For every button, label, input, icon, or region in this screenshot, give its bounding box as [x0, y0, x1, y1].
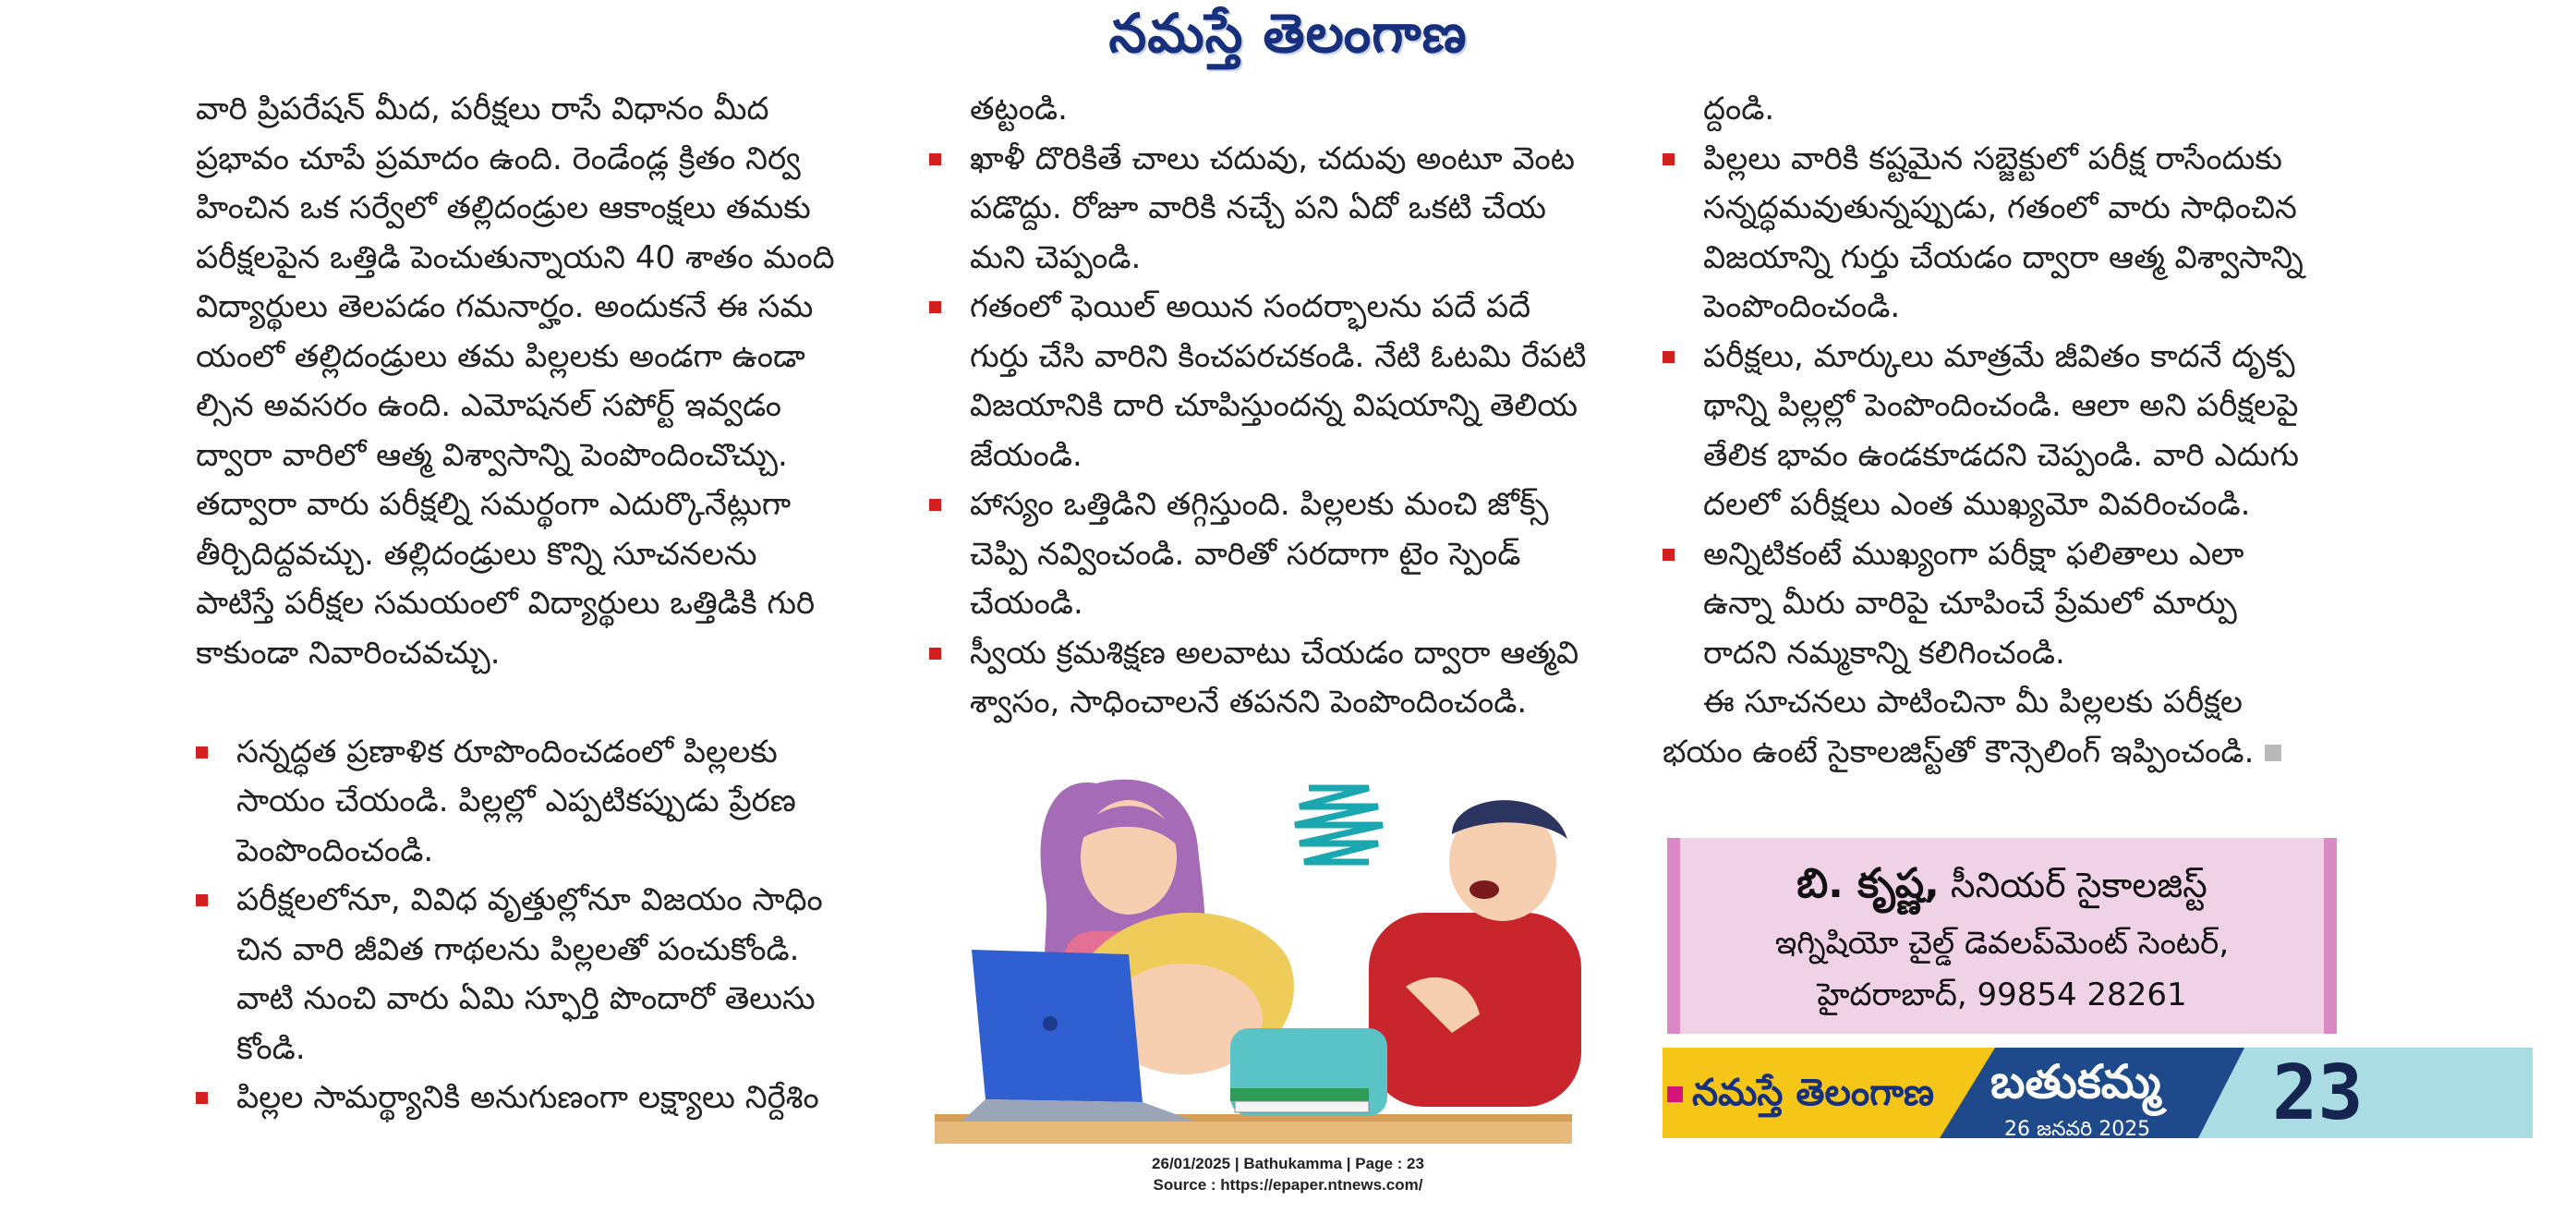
author-name: బి. కృష్ణ, — [1796, 860, 1940, 907]
pink-square-icon — [1667, 1086, 1683, 1102]
text-line: అన్నిటికంటే ముఖ్యంగా పరీక్షా ఫలితాలు ఎలా — [1703, 535, 2244, 573]
text-line: గతంలో ఫెయిల్ అయిన సందర్భాలను పదే పదే — [970, 288, 1531, 325]
text-line: హించిన ఒక సర్వేలో తల్లిదండ్రుల ఆకాంక్షలు తమకు — [196, 189, 811, 226]
text-line: ద్దండి. — [1703, 91, 1775, 127]
text-line: వారి ప్రిపరేషన్ మీద, పరీక్షలు రాసే విధానం మీద — [196, 91, 769, 127]
tips-list — [1663, 135, 2304, 679]
text-line: ఖాళీ దొరికితే చాలు చదువు, చదువు అంటూ వెంట — [970, 139, 1576, 177]
closing-paragraph — [1663, 678, 2304, 777]
bullet-icon — [929, 153, 941, 165]
tip-item — [196, 728, 835, 877]
intro-paragraph — [196, 85, 835, 678]
end-mark-icon — [2265, 745, 2281, 761]
text-line: సన్నద్ధత ప్రణాళిక రూపొందించడంలో పిల్లలకు — [236, 733, 778, 770]
text-line: పరీక్షలపైన ఒత్తిడి పెంచుతున్నాయని 40 శాతం మంది — [196, 238, 835, 276]
article-column-1 — [196, 85, 835, 1123]
text-line: పరీక్షలలోనూ, వివిధ వృత్తుల్లోనూ విజయం సాధిం — [236, 881, 823, 918]
text-line: యంలో తల్లిదండ్రులు తమ పిల్లలకు అండగా ఉండా — [196, 337, 805, 375]
text-line: జేయండి. — [970, 436, 1082, 474]
page-banner — [1663, 1048, 2533, 1138]
tip-item — [196, 1074, 835, 1123]
text-line: మని చెప్పండి. — [970, 238, 1142, 276]
text-line: కాకుండా నివారించవచ్చు. — [196, 634, 501, 672]
text-line: తట్టండి. — [970, 91, 1068, 127]
text-line: చెప్పి నవ్వించండి. వారితో సరదాగా టైం స్పెండ్ — [970, 535, 1521, 573]
banner-paper-name: నమస్తే తెలంగాణ — [1692, 1072, 1935, 1114]
banner-date: 26 జనవరి 2025 — [2004, 1118, 2151, 1138]
author-box — [1667, 838, 2337, 1034]
text-line: శ్వాసం, సాధించాలనే తపనని పెంపొందించండి. — [970, 684, 1528, 721]
tip-item — [1663, 135, 2304, 333]
text-line: భయం ఉంటే సైకాలజిస్ట్‌తో కౌన్సెలింగ్ ఇప్పించండి. — [1663, 733, 2255, 770]
bullet-icon — [1663, 351, 1675, 363]
banner-section-name: బతుకమ్మ — [1990, 1055, 2161, 1109]
tips-list — [196, 728, 835, 1123]
text-line: పెంపొందించండి. — [236, 831, 434, 869]
bullet-icon — [1663, 153, 1675, 165]
text-line: విజయానికి దారి చూపిస్తుందన్న విషయాన్ని తెలియ — [970, 387, 1578, 424]
text-line: పిల్లలు వారికి కష్టమైన సబ్జెక్టులో పరీక్ష రాసేందుకు — [1703, 139, 2282, 177]
text-line: తీర్చిదిద్దవచ్చు. తల్లిదండ్రులు కొన్ని సూచనలను — [196, 535, 757, 573]
text-line: ఈ సూచనలు పాటించినా మీ పిల్లలకు పరీక్షల — [1703, 684, 2243, 721]
bullet-icon — [929, 499, 941, 511]
bullet-icon — [196, 1092, 208, 1104]
footer-edition-info: 26/01/2025 | Bathukamma | Page : 23 — [1152, 1155, 1424, 1172]
bullet-icon — [196, 894, 208, 906]
article-column-3 — [1663, 85, 2304, 777]
text-line: సన్నద్ధమవుతున్నప్పుడు, గతంలో వారు సాధించిన — [1703, 189, 2297, 226]
article-column-2 — [929, 85, 1586, 728]
text-line: ద్వారా వారిలో ఆత్మ విశ్వాసాన్ని పెంపొందించొచ్చు. — [196, 436, 788, 474]
text-line: రాదని నమ్మకాన్ని కలిగించండి. — [1703, 634, 2065, 672]
text-line: తేలిక భావం ఉండకూడదని చెప్పండి. వారి ఎదుగు — [1703, 436, 2300, 474]
text-line: హాస్యం ఒత్తిడిని తగ్గిస్తుంది. పిల్లలకు మంచి జోక్స్ — [970, 486, 1549, 523]
text-line: ల్సిన అవసరం ఉంది. ఎమోషనల్ సపోర్ట్ ఇవ్వడం — [196, 387, 782, 424]
tip-item — [196, 876, 835, 1074]
text-line: థాన్ని పిల్లల్లో పెంపొందించండి. ఆలా అని పరీక్షలపై — [1703, 387, 2299, 424]
text-line: పాటిస్తే పరీక్షల సమయంలో విద్యార్థులు ఒత్తిడికి గురి — [196, 585, 816, 622]
tip-item — [1663, 530, 2304, 679]
tip-item — [1663, 333, 2304, 530]
masthead-title: నమస్తే తెలంగాణ — [1108, 2, 1468, 65]
text-line: పరీక్షలు, మార్కులు మాత్రమే జీవితం కాదనే దృక్ప — [1703, 337, 2295, 375]
text-line: చేయండి. — [970, 585, 1083, 622]
text-line: దలలో పరీక్షలు ఎంత ముఖ్యమో వివరించండి. — [1703, 486, 2251, 523]
stressed-student-illustration — [935, 756, 1590, 1144]
text-line: సాయం చేయండి. పిల్లల్లో ఎప్పటికప్పుడు ప్రేరణ — [236, 782, 796, 819]
bullet-icon — [196, 746, 208, 758]
text-line: పిల్లల సామర్థ్యానికి అనుగుణంగా లక్ష్యాలు నిర్దేశిం — [236, 1079, 819, 1116]
tips-list — [929, 135, 1586, 728]
text-line: ఉన్నా మీరు వారిపై చూపించే ప్రేమలో మార్పు — [1703, 585, 2237, 622]
text-line: ప్రభావం చూపే ప్రమాదం ఉంది. రెండేండ్ల క్రితం నిర్వ — [196, 139, 801, 177]
bullet-icon — [929, 301, 941, 313]
tip-item — [929, 135, 1586, 284]
text-line: గుర్తు చేసి వారిని కించపరచకండి. నేటి ఓటమి రేపటి — [970, 337, 1587, 375]
text-line: పడొద్దు. రోజూ వారికి నచ్చే పని ఏదో ఒకటి చేయ — [970, 189, 1546, 226]
text-line: విజయాన్ని గుర్తు చేయడం ద్వారా ఆత్మ విశ్వాసాన్ని — [1703, 238, 2304, 276]
text-line: స్వీయ క్రమశిక్షణ అలవాటు చేయడం ద్వారా ఆత్మవి — [970, 634, 1579, 672]
text-line: తద్వారా వారు పరీక్షల్ని సమర్థంగా ఎదుర్కొనేట్లుగా — [196, 486, 792, 523]
tip-item — [929, 629, 1586, 728]
author-place-phone: హైదరాబాద్, 99854 28261 — [1817, 976, 2187, 1013]
author-title: సీనియర్ సైకాలజిస్ట్ — [1950, 865, 2207, 905]
tip-item — [929, 283, 1586, 480]
text-line: విద్యార్థులు తెలపడం గమనార్హం. అందుకనే ఈ సమ — [196, 288, 814, 325]
bullet-icon — [1663, 549, 1675, 561]
bullet-icon — [929, 648, 941, 660]
text-line: చిన వారి జీవిత గాథలను పిల్లలతో పంచుకోండి. — [236, 930, 800, 968]
author-org: ఇగ్నిషియో చైల్డ్ డెవలప్‌మెంట్ సెంటర్, — [1774, 925, 2230, 962]
footer-source-link[interactable]: Source : https://epaper.ntnews.com/ — [1153, 1176, 1423, 1194]
text-line: వాటి నుంచి వారు ఏమి స్ఫూర్తి పొందారో తెలుసు — [236, 980, 816, 1017]
tip-item — [929, 480, 1586, 629]
text-line: పెంపొందించండి. — [1703, 288, 1901, 325]
text-line: కోండి. — [236, 1029, 306, 1067]
banner-page-number: 23 — [2272, 1049, 2364, 1137]
